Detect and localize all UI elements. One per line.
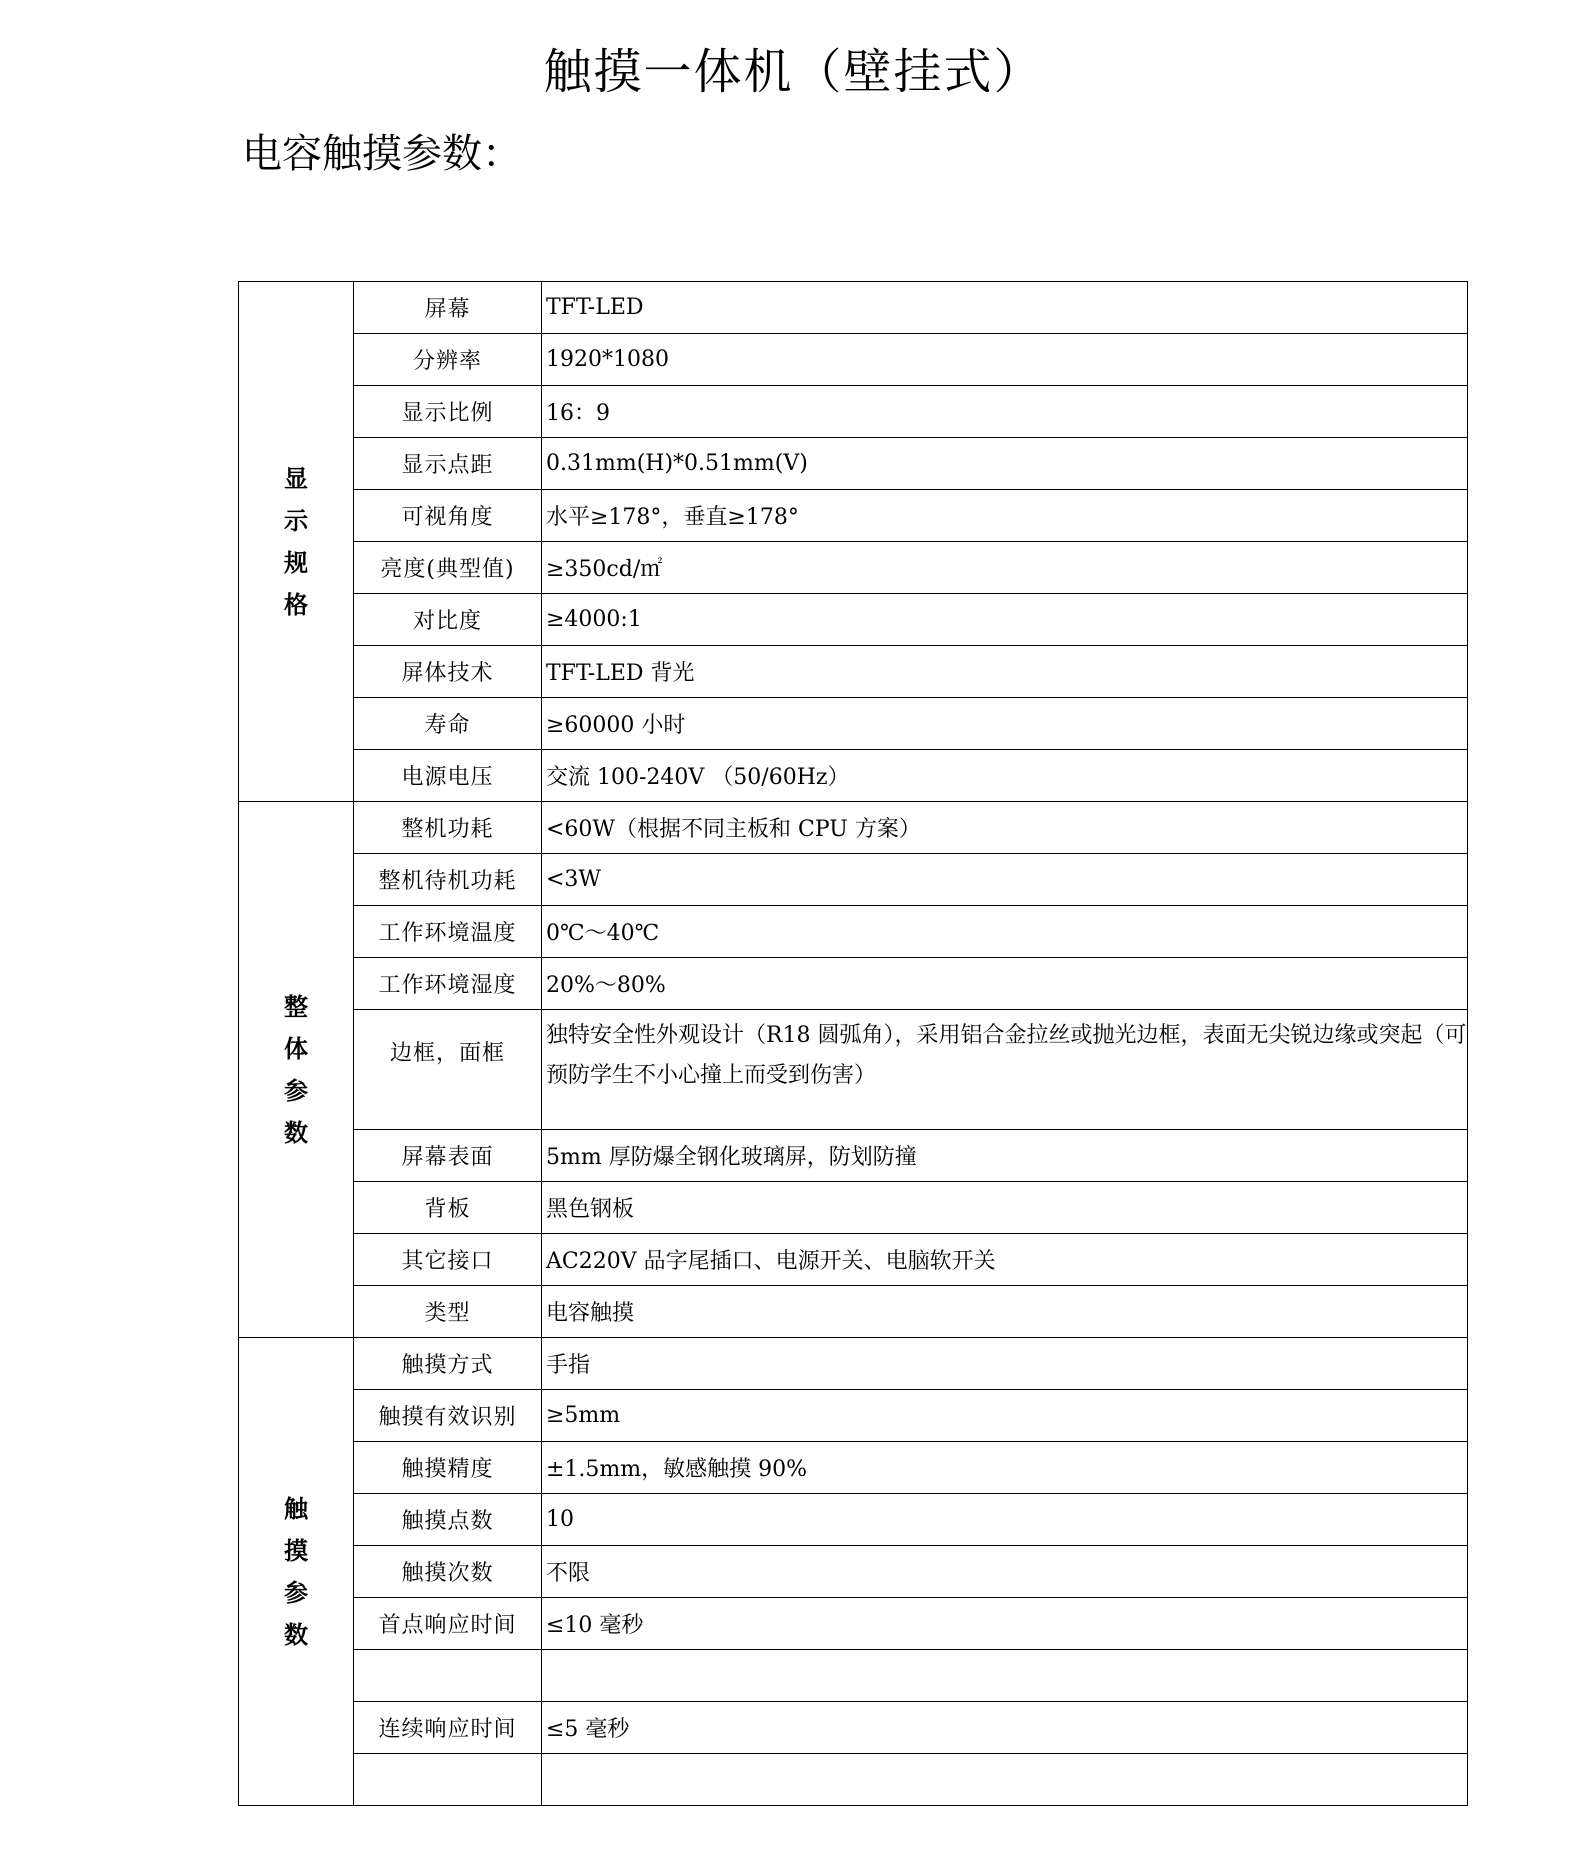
param-value: 1920*1080: [542, 334, 1468, 386]
param-value: ≥5mm: [542, 1390, 1468, 1442]
group-label-overall: [239, 802, 354, 1338]
table-row: [239, 958, 1468, 1010]
param-value: [542, 1754, 1468, 1806]
table-row: [239, 1182, 1468, 1234]
table-row: [239, 1338, 1468, 1390]
table-row: [239, 490, 1468, 542]
param-value: 水平≥178°，垂直≥178°: [542, 490, 1468, 542]
param-value: <3W: [542, 854, 1468, 906]
group-label-display: [239, 282, 354, 802]
param-value: 独特安全性外观设计（R18 圆弧角），采用铝合金拉丝或抛光边框，表面无尖锐边缘或突起（可预防学生不小心撞上而受到伤害）: [542, 1010, 1468, 1130]
param-value: ≥4000:1: [542, 594, 1468, 646]
group-char: 数: [284, 1117, 308, 1147]
param-label: 亮度(典型值): [354, 542, 542, 594]
param-value: ±1.5mm，敏感触摸 90%: [542, 1442, 1468, 1494]
group-char: 格: [284, 589, 308, 619]
param-value: AC220V 品字尾插口、电源开关、电脑软开关: [542, 1234, 1468, 1286]
param-value: 不限: [542, 1546, 1468, 1598]
param-label: 首点响应时间: [354, 1598, 542, 1650]
group-char: 触: [284, 1493, 308, 1523]
param-label: 触摸次数: [354, 1546, 542, 1598]
param-label: 屏幕: [354, 282, 542, 334]
param-label: 类型: [354, 1286, 542, 1338]
param-label: 可视角度: [354, 490, 542, 542]
param-value: 黑色钢板: [542, 1182, 1468, 1234]
group-char: 整: [284, 991, 308, 1021]
param-value: TFT-LED: [542, 282, 1468, 334]
table-row: [239, 1010, 1468, 1130]
param-label: 背板: [354, 1182, 542, 1234]
group-char: 参: [284, 1577, 308, 1607]
param-label: 边框，面框: [354, 1010, 542, 1130]
param-label: 对比度: [354, 594, 542, 646]
table-row: [239, 1234, 1468, 1286]
param-label: 屏幕表面: [354, 1130, 542, 1182]
table-row: [239, 1130, 1468, 1182]
param-label: 触摸点数: [354, 1494, 542, 1546]
table-row: [239, 802, 1468, 854]
table-row: [239, 594, 1468, 646]
param-value: 5mm 厚防爆全钢化玻璃屏，防划防撞: [542, 1130, 1468, 1182]
param-value: <60W（根据不同主板和 CPU 方案）: [542, 802, 1468, 854]
param-value: 电容触摸: [542, 1286, 1468, 1338]
param-value: ≤10 毫秒: [542, 1598, 1468, 1650]
table-row: [239, 1390, 1468, 1442]
param-value: ≤5 毫秒: [542, 1702, 1468, 1754]
table-row: [239, 906, 1468, 958]
table-row: [239, 282, 1468, 334]
param-label: 其它接口: [354, 1234, 542, 1286]
table-row: [239, 334, 1468, 386]
group-char: 示: [284, 505, 308, 535]
group-char: 参: [284, 1075, 308, 1105]
table-row-empty: [239, 1754, 1468, 1806]
param-value: [542, 1650, 1468, 1702]
group-label-touch: [239, 1338, 354, 1806]
group-char: 数: [284, 1619, 308, 1649]
param-label: 触摸精度: [354, 1442, 542, 1494]
param-label: 整机待机功耗: [354, 854, 542, 906]
param-value: 0℃～40℃: [542, 906, 1468, 958]
table-row: [239, 1286, 1468, 1338]
param-value: 10: [542, 1494, 1468, 1546]
param-label: 工作环境湿度: [354, 958, 542, 1010]
table-row: [239, 438, 1468, 490]
table-row: [239, 854, 1468, 906]
param-label: 显示比例: [354, 386, 542, 438]
param-value: 交流 100-240V （50/60Hz）: [542, 750, 1468, 802]
table-row: [239, 1546, 1468, 1598]
param-label: 工作环境温度: [354, 906, 542, 958]
param-value: 20%～80%: [542, 958, 1468, 1010]
param-label: 触摸方式: [354, 1338, 542, 1390]
table-row-empty: [239, 1650, 1468, 1702]
param-value: 手指: [542, 1338, 1468, 1390]
table-row: [239, 1494, 1468, 1546]
table-row: [239, 386, 1468, 438]
table-row: [239, 750, 1468, 802]
table-row: [239, 698, 1468, 750]
param-value: ≥350cd/㎡: [542, 542, 1468, 594]
group-char: 规: [284, 547, 308, 577]
param-value: 0.31mm(H)*0.51mm(V): [542, 438, 1468, 490]
param-value: TFT-LED 背光: [542, 646, 1468, 698]
param-label: 触摸有效识别: [354, 1390, 542, 1442]
param-label: 连续响应时间: [354, 1702, 542, 1754]
table-row: [239, 542, 1468, 594]
param-label: 寿命: [354, 698, 542, 750]
param-value: 16：9: [542, 386, 1468, 438]
group-char: 摸: [284, 1535, 308, 1565]
param-label: 显示点距: [354, 438, 542, 490]
table-row: [239, 1598, 1468, 1650]
param-value: ≥60000 小时: [542, 698, 1468, 750]
group-char: 显: [284, 463, 308, 493]
param-label: [354, 1754, 542, 1806]
param-label: 整机功耗: [354, 802, 542, 854]
table-row: [239, 646, 1468, 698]
table-row: [239, 1442, 1468, 1494]
param-label: 分辨率: [354, 334, 542, 386]
document-title: 触摸一体机（壁挂式）: [543, 44, 1044, 100]
table-row: [239, 1702, 1468, 1754]
param-label: [354, 1650, 542, 1702]
section-heading: 电容触摸参数：: [242, 131, 522, 177]
param-label: 屏体技术: [354, 646, 542, 698]
spec-table: [238, 281, 1468, 1806]
group-char: 体: [284, 1033, 308, 1063]
param-label: 电源电压: [354, 750, 542, 802]
